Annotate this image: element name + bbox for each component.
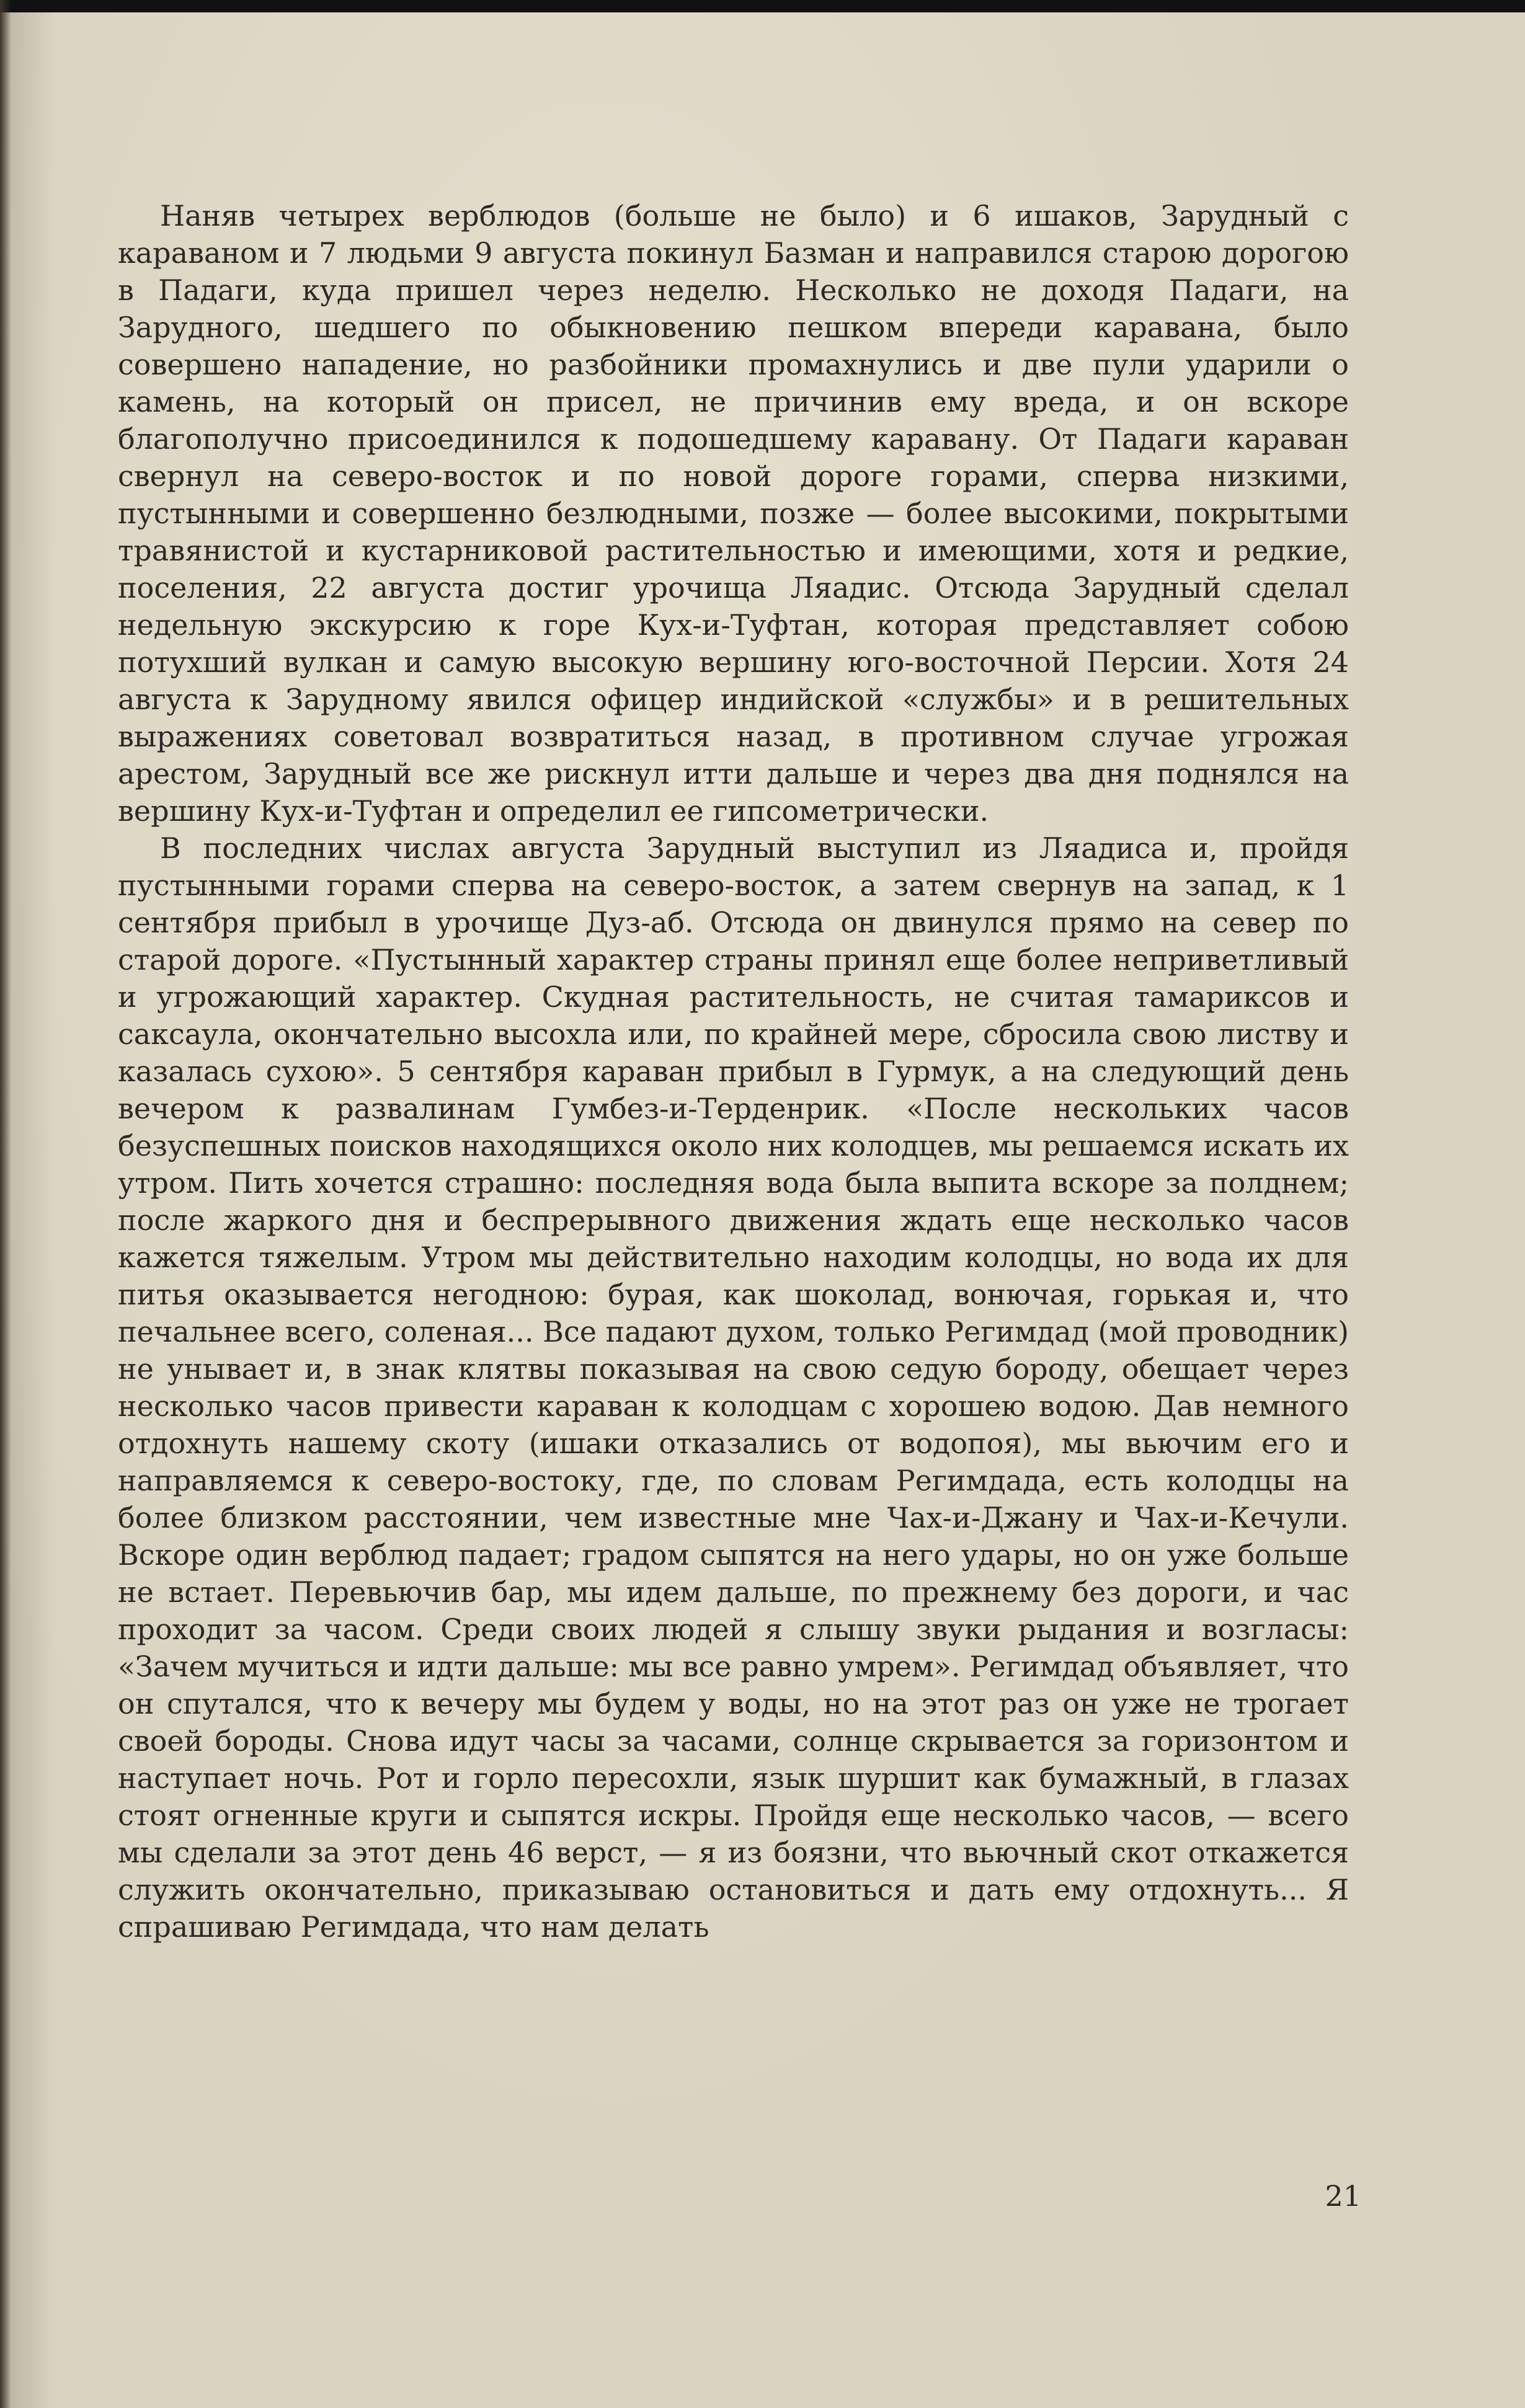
paragraph-1: Наняв четырех верблюдов (больше не было) и 6 ишаков, Зарудный с караваном и 7 людьми 9 августа покинул Базман и направился старою дорогою в Падаги, куда пришел через неделю. Несколько не доходя Падаги, на Зарудного, шедшего по обыкновению пешком впереди каравана, было совершено нападение, но разбойники промахнулись и две пули ударили о камень, на который он присел, не причинив ему вреда, и он вскоре благополучно присоединился к подошедшему каравану. От Падаги караван свернул на северо-восток и по новой дороге горами, сперва низкими, пустынными и совершенно безлюдными, позже — более высокими, покрытыми травянистой и кустарниковой растительностью и имеющими, хотя и редкие, поселения, 22 августа достиг урочища Ляадис. Отсюда Зарудный сделал недельную экскурсию к горе Кух-и-Туфтан, которая представляет собою потухший вулкан и самую высокую вершину юго-восточной Персии. Хотя 24 августа к Зарудному явился офицер индийской «службы» и в решительных выражениях советовал возвратиться назад, в противном случае угрожая арестом, Зарудный все же рискнул итти дальше и через два дня поднялся на вершину Кух-и-Туфтан и определил ее гипсометрически. (118, 199, 1349, 828)
page-number: 21 (1325, 2179, 1361, 2213)
binding-shadow (0, 0, 11, 2408)
body-text (118, 197, 1349, 1945)
scan-top-border (0, 0, 1525, 12)
paragraph-2: В последних числах августа Зарудный выступил из Ляадиса и, пройдя пустынными горами сперва на северо-восток, а затем свернув на запад, к 1 сентября прибыл в урочище Дуз-аб. Отсюда он двинулся прямо на север по старой дороге. «Пустынный характер страны принял еще более неприветливый и угрожающий характер. Скудная растительность, не считая тамариксов и саксаула, окончательно высохла или, по крайней мере, сбросила свою листву и казалась сухою». 5 сентября караван прибыл в Гурмук, а на следующий день вечером к развалинам Гумбез-и-Терденрик. «После нескольких часов безуспешных поисков находящихся около них колодцев, мы решаемся искать их утром. Пить хочется страшно: последняя вода была выпита вскоре за полднем; после жаркого дня и беспрерывного движения ждать еще несколько часов кажется тяжелым. Утром мы действительно находим колодцы, но вода их для питья оказывается негодною: бурая, как шоколад, вонючая, горькая и, что печальнее всего, соленая... Все падают духом, только Регимдад (мой проводник) не унывает и, в знак клятвы показывая на свою седую бороду, обещает через несколько часов привести караван к колодцам с хорошею водою. Дав немного отдохнуть нашему скоту (ишаки отказались от водопоя), мы вьючим его и направляемся к северо-востоку, где, по словам Регимдада, есть колодцы на более близком расстоянии, чем известные мне Чах-и-Джану и Чах-и-Кечули. Вскоре один верблюд падает; градом сыпятся на него удары, но он уже больше не встает. Перевьючив бар, мы идем дальше, по прежнему без дороги, и час проходит за часом. Среди своих людей я слышу звуки рыдания и возгласы: «Зачем мучиться и идти дальше: мы все равно умрем». Регимдад объявляет, что он спутался, что к вечеру мы будем у воды, но на этот раз он уже не трогает своей бороды. Снова идут часы за часами, солнце скрывается за горизонтом и наступает ночь. Рот и горло пересохли, язык шуршит как бумажный, в глазах стоят огненные круги и сыпятся искры. Пройдя еще несколько часов, — всего мы сделали за этот день 46 верст, — я из боязни, что вьючный скот откажется служить окончательно, приказываю остановиться и дать ему отдохнуть... Я спрашиваю Регимдада, что нам делать (118, 831, 1349, 1944)
